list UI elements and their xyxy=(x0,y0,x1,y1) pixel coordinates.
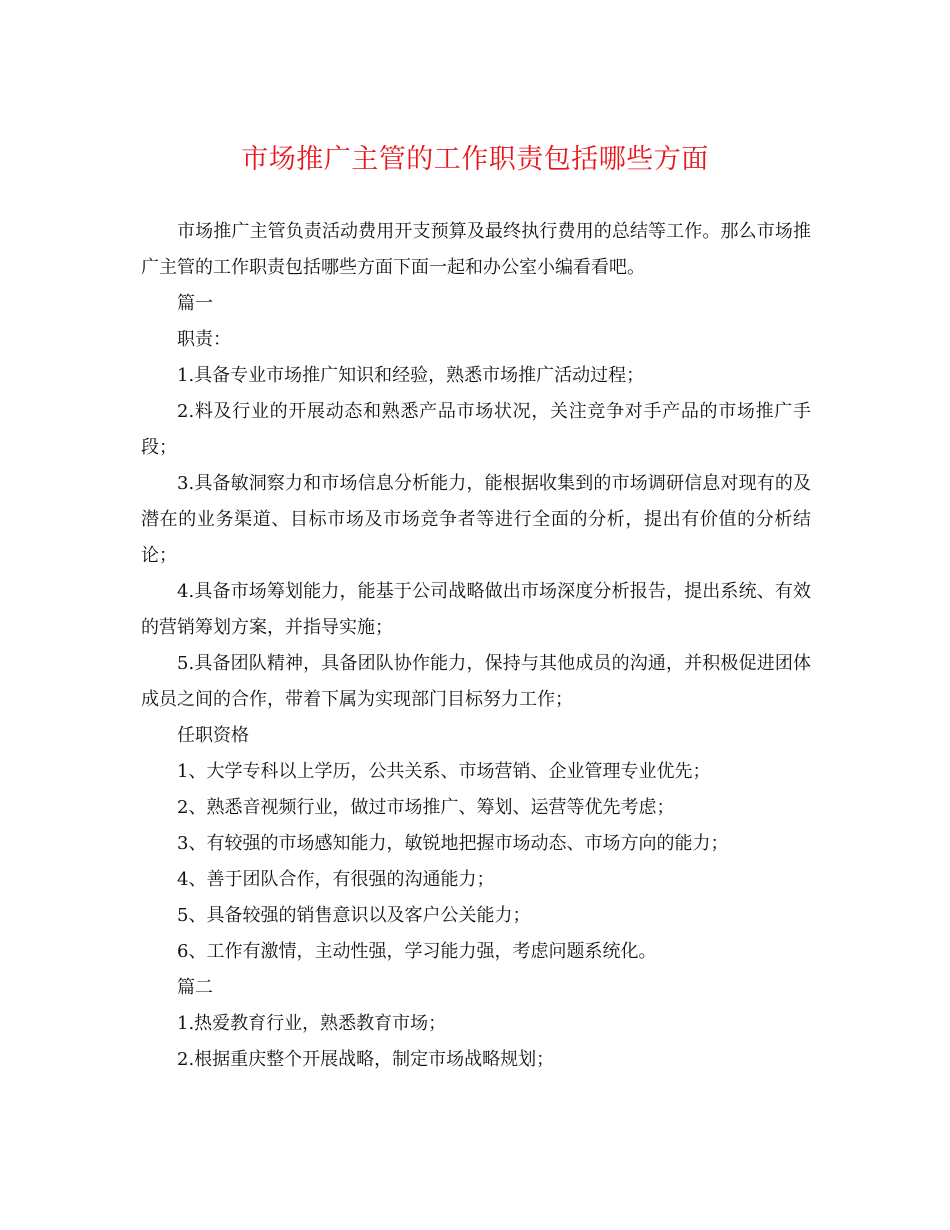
list-item: 2.料及行业的开展动态和熟悉产品市场状况，关注竞争对手产品的市场推广手段； xyxy=(141,401,811,458)
subheading: 职责： xyxy=(177,329,231,350)
list-item: 2、熟悉音视频行业，做过市场推广、筹划、运营等优先考虑； xyxy=(177,797,675,818)
list-item: 6、工作有激情，主动性强，学习能力强，考虑问题系统化。 xyxy=(177,941,657,962)
intro-paragraph: 市场推广主管负责活动费用开支预算及最终执行费用的总结等工作。那么市场推广主管的工作职责包括哪些方面下面一起和办公室小编看看吧。 xyxy=(141,221,811,278)
list-item: 1.具备专业市场推广知识和经验，熟悉市场推广活动过程； xyxy=(177,365,645,386)
list-item: 1.热爱教育行业，熟悉教育市场； xyxy=(177,1013,447,1034)
section-heading: 篇一 xyxy=(177,293,213,314)
document-title: 市场推广主管的工作职责包括哪些方面 xyxy=(241,144,709,175)
list-item: 4.具备市场筹划能力，能基于公司战略做出市场深度分析报告，提出系统、有效的营销筹划方案，并指导实施； xyxy=(141,581,811,638)
document-body xyxy=(141,214,811,1078)
list-item: 1、大学专科以上学历，公共关系、市场营销、企业管理专业优先； xyxy=(177,761,711,782)
list-item: 4、善于团队合作，有很强的沟通能力； xyxy=(177,869,495,890)
list-item: 2.根据重庆整个开展战略，制定市场战略规划； xyxy=(177,1049,555,1070)
subheading: 任职资格 xyxy=(177,725,249,746)
list-item: 3、有较强的市场感知能力，敏锐地把握市场动态、市场方向的能力； xyxy=(177,833,729,854)
list-item: 5.具备团队精神，具备团队协作能力，保持与其他成员的沟通，并积极促进团体成员之间的合作，带着下属为实现部门目标努力工作； xyxy=(141,653,811,710)
section-heading: 篇二 xyxy=(177,977,213,998)
list-item: 5、具备较强的销售意识以及客户公关能力； xyxy=(177,905,531,926)
list-item: 3.具备敏洞察力和市场信息分析能力，能根据收集到的市场调研信息对现有的及潜在的业务渠道、目标市场及市场竞争者等进行全面的分析，提出有价值的分析结论； xyxy=(141,473,811,566)
